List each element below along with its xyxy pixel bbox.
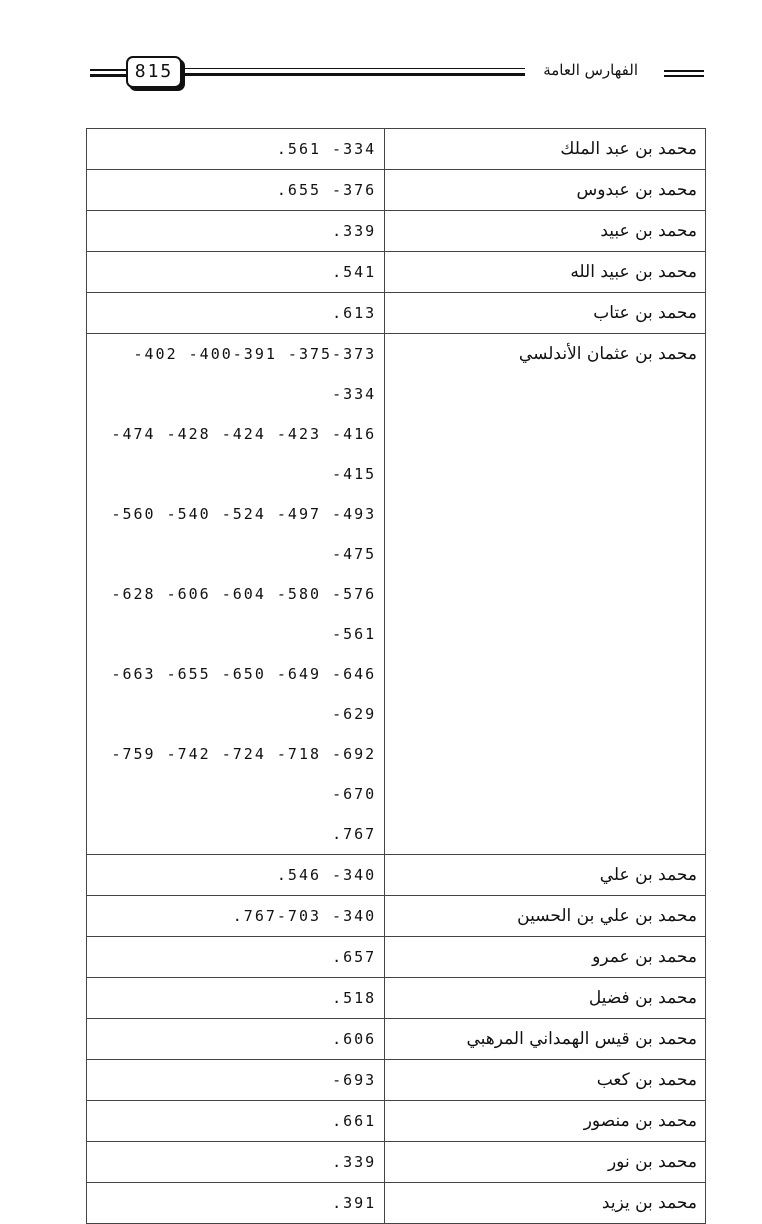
person-name: محمد بن كعب [385, 1060, 706, 1101]
table-row [87, 129, 706, 170]
page-number: 815 [126, 56, 182, 88]
header-rule [90, 69, 126, 71]
header-rule [90, 74, 126, 77]
person-name: محمد بن عمرو [385, 937, 706, 978]
page-references: .613 [87, 293, 385, 334]
page-references: .339 [87, 1142, 385, 1183]
table-row [87, 896, 706, 937]
page-references: .561 -334 [87, 129, 385, 170]
page-references: .541 [87, 252, 385, 293]
table-row [87, 170, 706, 211]
person-name: محمد بن قيس الهمداني المرهبي [385, 1019, 706, 1060]
page-references: -693 [87, 1060, 385, 1101]
page-references: .339 [87, 211, 385, 252]
table-row [87, 978, 706, 1019]
table-row [87, 334, 706, 855]
page-references: -402 -400-391 -375-373 -334 -474 -428 -424 -423 -416 -415 -560 -540 -524 -497 -493 -475 -628 -606 -604 -580 -576 -561 -663 -655 -650 -649 -646 -629 -759 -742 -724 -718 -692 -670 .767 [87, 334, 385, 855]
running-title: الفهارس العامة [543, 61, 638, 79]
person-name: محمد بن عتاب [385, 293, 706, 334]
page-references: .655 -376 [87, 170, 385, 211]
table-row [87, 1019, 706, 1060]
person-name: محمد بن عبيد الله [385, 252, 706, 293]
table-row [87, 211, 706, 252]
page-header [0, 0, 762, 110]
person-name: محمد بن منصور [385, 1101, 706, 1142]
person-name: محمد بن علي بن الحسين [385, 896, 706, 937]
person-name: محمد بن فضيل [385, 978, 706, 1019]
page-references: .661 [87, 1101, 385, 1142]
page-references: .546 -340 [87, 855, 385, 896]
person-name: محمد بن عبدوس [385, 170, 706, 211]
page-references: .657 [87, 937, 385, 978]
page-references: .518 [87, 978, 385, 1019]
table-row [87, 252, 706, 293]
person-name: محمد بن عبد الملك [385, 129, 706, 170]
page-references: .606 [87, 1019, 385, 1060]
index-table [86, 128, 706, 1224]
header-rule [184, 68, 525, 69]
person-name: محمد بن يزيد [385, 1183, 706, 1224]
table-row [87, 855, 706, 896]
person-name: محمد بن عبيد [385, 211, 706, 252]
header-rule [184, 73, 525, 76]
table-row [87, 1142, 706, 1183]
header-rule [664, 70, 704, 72]
table-row [87, 937, 706, 978]
person-name: محمد بن نور [385, 1142, 706, 1183]
page-references: .391 [87, 1183, 385, 1224]
table-row [87, 293, 706, 334]
table-row [87, 1060, 706, 1101]
table-row [87, 1101, 706, 1142]
header-rule [664, 75, 704, 77]
person-name: محمد بن عثمان الأندلسي [385, 334, 706, 855]
person-name: محمد بن علي [385, 855, 706, 896]
page-references: .767-703 -340 [87, 896, 385, 937]
table-row [87, 1183, 706, 1224]
